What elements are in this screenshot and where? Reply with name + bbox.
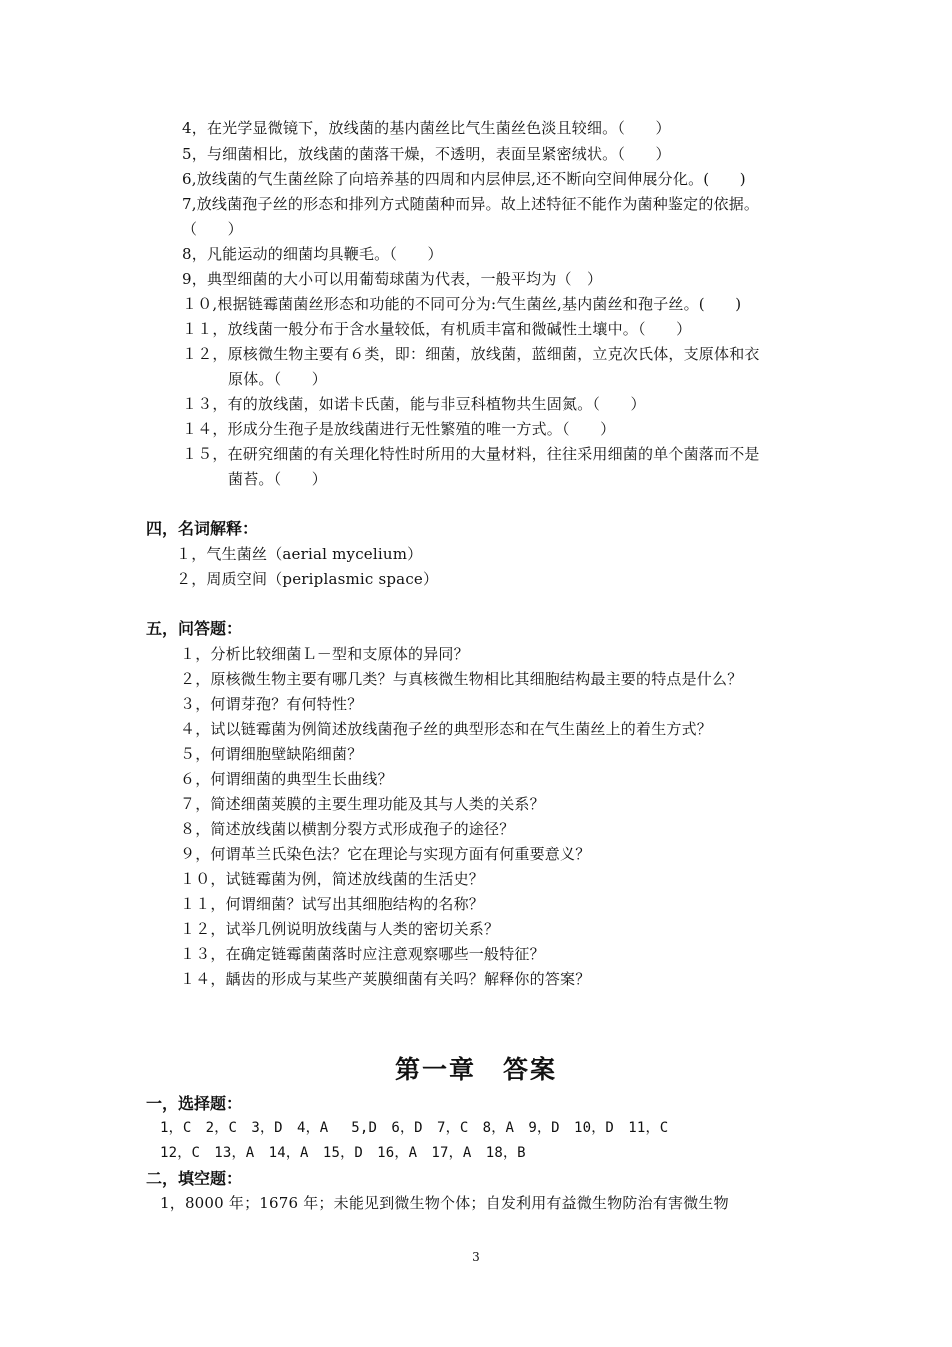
- chapter-title: 第一章 答案: [394, 1055, 557, 1084]
- section-heading-questions: 五，问答题：: [146, 619, 243, 638]
- judge-item-6: 6,放线菌的气生菌丝除了向培养基的四周和内层伸层,还不断向空间伸展分化。( ): [182, 170, 746, 188]
- question-item-5: ５，何谓细胞壁缺陷细菌？: [180, 745, 363, 763]
- judge-item-11: １１，放线菌一般分布于含水量较低，有机质丰富和微碱性土壤中。（ ）: [182, 320, 692, 338]
- question-item-10: １０，试链霉菌为例，简述放线菌的生活史？: [180, 870, 485, 888]
- answers-choice-line-2: 12，C 13，A 14，A 15，D 16，A 17，A 18，B: [160, 1145, 526, 1161]
- answers-heading-choice: 一，选择题：: [146, 1094, 243, 1113]
- question-item-7: ７，简述细菌荚膜的主要生理功能及其与人类的关系？: [180, 795, 545, 813]
- question-item-9: ９，何谓革兰氏染色法？它在理论与实现方面有何重要意义？: [180, 845, 591, 863]
- judge-item-9: 9，典型细菌的大小可以用葡萄球菌为代表，一般平均为（ ）: [182, 270, 603, 288]
- judge-item-8: 8，凡能运动的细菌均具鞭毛。（ ）: [182, 245, 443, 263]
- question-item-8: ８，简述放线菌以横割分裂方式形成孢子的途径？: [180, 820, 515, 838]
- term-item-2: ２，周质空间（periplasmic space）: [176, 570, 439, 588]
- judge-item-7: 7,放线菌孢子丝的形态和排列方式随菌种而异。故上述特征不能作为菌种鉴定的依据。: [182, 195, 760, 213]
- judge-item-14: １４，形成分生孢子是放线菌进行无性繁殖的唯一方式。（ ）: [182, 420, 616, 438]
- judge-item-4: 4，在光学显微镜下，放线菌的基内菌丝比气生菌丝色淡且较细。（ ）: [182, 119, 671, 137]
- judge-item-15-cont: 菌苔。（ ）: [228, 470, 327, 488]
- question-item-11: １１，何谓细菌？试写出其细胞结构的名称？: [180, 895, 485, 913]
- section-heading-terms: 四，名词解释：: [146, 519, 259, 538]
- question-item-2: ２，原核微生物主要有哪几类？与真核微生物相比其细胞结构最主要的特点是什么？: [180, 670, 743, 688]
- answers-choice-line-1: 1，C 2，C 3，D 4，A 5,D 6，D 7，C 8，A 9，D 10，D 11，C: [160, 1120, 669, 1136]
- judge-item-7-cont: （ ）: [182, 220, 243, 238]
- question-item-4: ４，试以链霉菌为例简述放线菌孢子丝的典型形态和在气生菌丝上的着生方式？: [180, 720, 713, 738]
- judge-item-12: １２，原核微生物主要有６类，即：细菌，放线菌，蓝细菌，立克次氏体，支原体和衣: [182, 345, 760, 363]
- question-item-1: １，分析比较细菌Ｌ－型和支原体的异同？: [180, 645, 469, 663]
- judge-item-5: 5，与细菌相比，放线菌的菌落干燥，不透明，表面呈紧密绒状。（ ）: [182, 145, 671, 163]
- judge-item-10: １０,根据链霉菌菌丝形态和功能的不同可分为:气生菌丝,基内菌丝和孢子丝。( ): [182, 295, 742, 313]
- answers-heading-fill: 二，填空题：: [146, 1169, 243, 1188]
- question-item-12: １２，试举几例说明放线菌与人类的密切关系？: [180, 920, 500, 938]
- term-item-1: １，气生菌丝（aerial mycelium）: [176, 545, 423, 563]
- question-item-3: ３，何谓芽孢？有何特性？: [180, 695, 363, 713]
- answers-fill-line-1: 1，8000 年；1676 年；未能见到微生物个体；自发利用有益微生物防治有害微生物: [160, 1194, 729, 1212]
- judge-item-13: １３，有的放线菌，如诺卡氏菌，能与非豆科植物共生固氮。（ ）: [182, 395, 646, 413]
- page-number: 3: [472, 1250, 480, 1264]
- question-item-13: １３，在确定链霉菌菌落时应注意观察哪些一般特征？: [180, 945, 545, 963]
- judge-item-15: １５，在研究细菌的有关理化特性时所用的大量材料，往往采用细菌的单个菌落而不是: [182, 445, 760, 463]
- question-item-14: １４，龋齿的形成与某些产荚膜细菌有关吗？解释你的答案？: [180, 970, 591, 988]
- judge-item-12-cont: 原体。（ ）: [228, 370, 327, 388]
- question-item-6: ６，何谓细菌的典型生长曲线？: [180, 770, 393, 788]
